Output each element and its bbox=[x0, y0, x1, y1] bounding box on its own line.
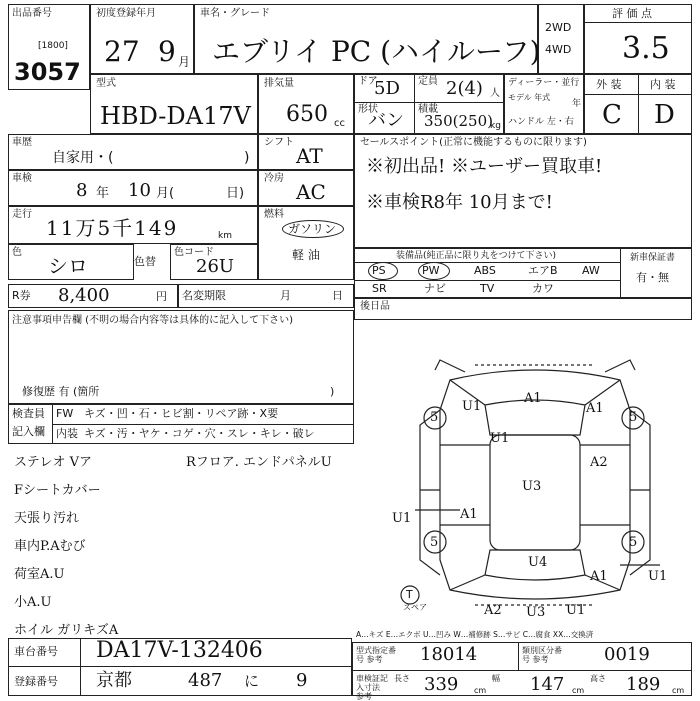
equipment-item: カワ bbox=[532, 282, 554, 295]
shift-value: AT bbox=[296, 144, 323, 168]
damage-mark: U4 bbox=[528, 555, 548, 570]
color-label: 色 bbox=[12, 247, 22, 258]
inspector-label-2: 記入欄 bbox=[12, 425, 45, 438]
damage-mark: U3 bbox=[522, 479, 542, 494]
equipment-item: ABS bbox=[474, 264, 496, 277]
mileage-value: 11万5千149 bbox=[46, 216, 179, 240]
spare-sub: スペア bbox=[403, 603, 427, 612]
color-value: シロ bbox=[48, 254, 88, 278]
equipment-item: SR bbox=[372, 282, 387, 295]
name-label: 車名・グレード bbox=[200, 8, 270, 19]
nc-day: 日 bbox=[332, 289, 343, 302]
equipment-label: 装備品(純正品に限り丸をつけて下さい) bbox=[396, 251, 557, 261]
equipment-item: エアB bbox=[528, 264, 558, 277]
damage-mark: U1 bbox=[462, 399, 482, 414]
exterior-label: 外 装 bbox=[596, 78, 622, 91]
car-name: エブリイ PC (ハイルーフ) bbox=[212, 35, 541, 68]
reg-label: 登録番号 bbox=[14, 675, 58, 688]
shape-value: バン bbox=[368, 110, 404, 131]
drive-2wd: 2WD bbox=[545, 21, 572, 34]
fuel-diesel: 軽 油 bbox=[292, 248, 320, 262]
load-value: 350(250) bbox=[424, 112, 493, 130]
exterior-grade: C bbox=[602, 100, 622, 130]
score-value: 3.5 bbox=[622, 31, 670, 66]
inspector-row2-head: 内装 bbox=[56, 427, 78, 440]
height-label: 高さ bbox=[590, 674, 606, 683]
equipment-item: ナビ bbox=[424, 282, 446, 295]
ac-label: 冷房 bbox=[264, 173, 284, 184]
equipment-item: PW bbox=[422, 264, 440, 277]
inspection-day-unit: 日) bbox=[226, 186, 245, 201]
capacity-unit: 人 bbox=[490, 88, 500, 99]
damage-mark: A1 bbox=[460, 507, 478, 522]
inspection-label: 車検 bbox=[12, 173, 32, 184]
spare-label: T bbox=[406, 588, 413, 601]
sales-line-1: ※初出品! ※ユーザー買取車! bbox=[366, 156, 603, 177]
handwritten-note: 車内P.Aむび bbox=[14, 539, 86, 554]
capacity-label: 定員 bbox=[418, 76, 438, 87]
yen-unit: 円 bbox=[156, 290, 167, 303]
handwritten-note: ステレオ Vア bbox=[14, 455, 93, 470]
length-unit: cm bbox=[474, 686, 487, 695]
mileage-label: 走行 bbox=[12, 209, 32, 220]
height-unit: cm bbox=[672, 686, 685, 695]
damage-mark: U1 bbox=[566, 603, 586, 618]
equipment-item: TV bbox=[480, 282, 495, 295]
type-code-label: 型式指定番号 参考 bbox=[356, 646, 396, 664]
sales-line-2: ※車検R8年 10月まで! bbox=[366, 192, 553, 213]
handwritten-note: 荷室A.U bbox=[14, 567, 65, 582]
length-label: 長さ bbox=[394, 674, 410, 683]
shape-label: 形状 bbox=[358, 104, 378, 115]
interior-grade: D bbox=[654, 100, 675, 130]
class-code-value: 0019 bbox=[604, 644, 650, 665]
inspector-row1-text: キズ・凹・石・ヒビ割・リペア跡・X要 bbox=[84, 407, 279, 420]
damage-mark: U1 bbox=[392, 511, 412, 526]
nc-month: 月 bbox=[280, 289, 291, 302]
dealer-label: ディーラー・並行 bbox=[508, 78, 580, 88]
history-row bbox=[8, 134, 258, 170]
color-code-value: 26U bbox=[196, 256, 235, 277]
capacity-value: 2(4) bbox=[446, 78, 483, 99]
interior-label: 内 装 bbox=[650, 78, 676, 91]
class-code-label: 類別区分番号 参考 bbox=[522, 646, 562, 664]
width-unit: cm bbox=[572, 686, 585, 695]
tire-mark: 5 bbox=[430, 535, 439, 550]
score-label: 評 価 点 bbox=[612, 7, 652, 20]
first-reg-month: 9 bbox=[158, 35, 176, 68]
name-change-label: 名変期限 bbox=[182, 289, 226, 302]
width-label: 幅 bbox=[492, 674, 500, 683]
length-value: 339 bbox=[424, 674, 459, 695]
handwritten-right: Rフロア. エンドパネルU bbox=[186, 455, 332, 470]
load-label: 積載 bbox=[418, 104, 438, 115]
damage-mark: A1 bbox=[590, 569, 608, 584]
model-label: 型式 bbox=[96, 78, 116, 89]
repair-label: 修復歴 有 (箇所 bbox=[22, 385, 100, 398]
handwritten-note: 天張り汚れ bbox=[14, 511, 80, 526]
shift-label: シフト bbox=[264, 137, 294, 148]
handle-label: ハンドル 左・右 bbox=[508, 117, 574, 127]
history-label: 車歴 bbox=[12, 137, 32, 148]
lot-sub: [1800] bbox=[38, 41, 68, 51]
model-value: HBD-DA17V bbox=[100, 102, 251, 130]
new-car-value: 有・無 bbox=[636, 271, 669, 284]
drive-4wd: 4WD bbox=[545, 43, 572, 56]
fuel-label: 燃料 bbox=[264, 209, 284, 220]
handwritten-note: Fシートカバー bbox=[14, 483, 101, 498]
displacement-label: 排気量 bbox=[264, 78, 294, 89]
chassis-label: 車台番号 bbox=[14, 645, 58, 658]
door-value: 5D bbox=[374, 78, 400, 99]
month-unit: 月 bbox=[178, 55, 191, 69]
damage-legend: A…キズ E…エクボ U…凹み W…補修跡 S…サビ C…腐食 XX…交換済 bbox=[356, 630, 594, 639]
ac-value: AC bbox=[296, 180, 326, 204]
reg-class: 487 bbox=[188, 670, 223, 691]
lot-label: 出品番号 bbox=[12, 8, 52, 19]
later-label: 後日品 bbox=[360, 301, 390, 312]
sales-label: セールスポイント(正常に機能するものに限ります) bbox=[360, 137, 587, 148]
year-unit: 年 bbox=[572, 99, 582, 109]
type-code-value: 18014 bbox=[420, 644, 478, 665]
model-year-label: モデル 年式 bbox=[508, 93, 551, 102]
inspection-month-unit: 月( bbox=[156, 186, 175, 201]
inspection-year: 8 bbox=[76, 180, 88, 201]
color-change-label: 色替 bbox=[134, 255, 156, 268]
tire-mark: 5 bbox=[430, 410, 439, 425]
repair-close: ) bbox=[330, 385, 335, 398]
damage-mark: U3 bbox=[526, 605, 546, 620]
inspector-row1-head: FW bbox=[56, 407, 74, 420]
damage-mark: A2 bbox=[590, 455, 608, 470]
fuel-gasoline: ガソリン bbox=[288, 222, 337, 236]
damage-mark: A1 bbox=[586, 401, 604, 416]
reg-kana: に bbox=[244, 672, 260, 690]
r-ticket-label: R券 bbox=[12, 289, 31, 302]
inspection-year-unit: 年 bbox=[96, 186, 110, 201]
size-label: 車検証記入寸法 参考 bbox=[356, 674, 388, 701]
height-value: 189 bbox=[626, 674, 661, 695]
pw-circle bbox=[418, 262, 450, 280]
reg-area: 京都 bbox=[96, 670, 132, 691]
kg-unit: kg bbox=[490, 121, 501, 131]
inspection-month: 10 bbox=[128, 180, 151, 201]
r-ticket-value: 8,400 bbox=[58, 285, 110, 306]
inspector-row2-text: キズ・汚・ヤケ・コゲ・穴・スレ・キレ・破レ bbox=[84, 427, 315, 440]
damage-mark: A1 bbox=[524, 391, 542, 406]
damage-mark: U1 bbox=[490, 431, 510, 446]
new-car-label: 新車保証書 bbox=[630, 253, 676, 263]
displacement-value: 650 bbox=[286, 102, 328, 127]
tire-mark: 5 bbox=[629, 535, 638, 550]
color-code-label: 色コード bbox=[174, 247, 214, 258]
drive-box bbox=[538, 4, 584, 74]
ps-circle bbox=[368, 262, 398, 280]
damage-mark: U1 bbox=[648, 569, 668, 584]
lot-number: 3057 bbox=[14, 58, 81, 86]
handwritten-note: ホイル ガリキズA bbox=[14, 623, 119, 638]
notes-label: 注意事項申告欄 (不明の場合内容等は具体的に記入して下さい) bbox=[12, 315, 293, 326]
first-reg-year: 27 bbox=[104, 35, 140, 68]
width-value: 147 bbox=[530, 674, 565, 695]
damage-mark: A2 bbox=[484, 603, 502, 618]
equipment-item: PS bbox=[372, 264, 386, 277]
history-close: ) bbox=[244, 150, 250, 166]
handwritten-note: 小A.U bbox=[14, 595, 52, 610]
first-reg-label: 初度登録年月 bbox=[96, 8, 156, 19]
reg-number: 9 bbox=[296, 670, 308, 691]
chassis-value: DA17V-132406 bbox=[96, 638, 263, 663]
later-box bbox=[354, 298, 692, 320]
history-value: 自家用・( bbox=[52, 150, 114, 166]
inspector-label-1: 検査員 bbox=[12, 407, 45, 420]
cc-unit: cc bbox=[334, 118, 345, 129]
tire-mark: 5 bbox=[629, 410, 638, 425]
door-label: ドア bbox=[358, 76, 378, 87]
sales-box bbox=[354, 134, 692, 248]
equipment-item: AW bbox=[582, 264, 600, 277]
km-unit: km bbox=[218, 231, 232, 241]
